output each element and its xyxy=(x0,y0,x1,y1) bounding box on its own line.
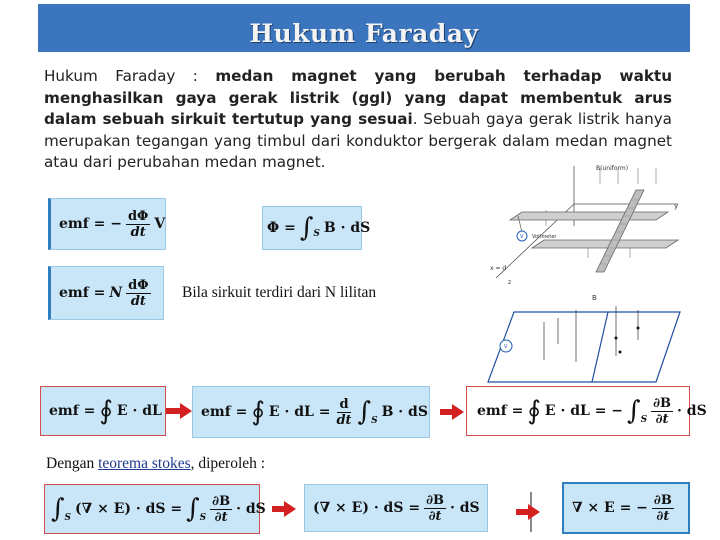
intro-bold: medan magnet yang berubah terhadap waktu menghasilkan gaya gerak listrik (ggl) yang dapat membentuk arus dalam sebuah sirkuit tertutup yang sesuai xyxy=(44,67,673,128)
axis-x-label: x = d xyxy=(490,265,507,272)
emf-n-lhs: emf = xyxy=(59,285,106,301)
flux-rhs: B · dS xyxy=(323,220,371,236)
integral-icon: ∫ xyxy=(627,396,641,426)
integral-icon: ∫ xyxy=(299,213,314,243)
contour-integral-icon: ∮ xyxy=(99,396,113,426)
line-integral-equation xyxy=(40,386,166,436)
combined-num: d xyxy=(339,396,349,412)
emf-n-den: dt xyxy=(130,293,146,309)
combined-den: dt xyxy=(336,412,352,428)
final-mid: E · dL = − xyxy=(544,403,624,419)
emf-basic-equation xyxy=(48,198,166,250)
stokes-equation xyxy=(44,484,266,534)
plane-figure xyxy=(484,290,684,386)
stokes-den: ∂t xyxy=(214,509,228,525)
axis-y-label: y xyxy=(674,202,679,210)
emf-basic-den: dt xyxy=(130,224,146,240)
emf-basic-num: dΦ xyxy=(127,208,149,224)
stokes-simplified-equation xyxy=(304,484,488,532)
stokes2-den: ∂t xyxy=(428,508,442,524)
curl-den: ∂t xyxy=(656,508,670,524)
arrow-right-icon xyxy=(166,403,192,419)
emf-n-coef: N xyxy=(109,285,123,301)
final-den: ∂t xyxy=(655,411,669,427)
final-lhs: emf = xyxy=(477,403,524,419)
stokes-fraction xyxy=(210,494,232,525)
stokes2-lhs: (∇ × E) · dS = xyxy=(313,500,421,516)
curl-fraction xyxy=(652,493,674,524)
svg-text:V: V xyxy=(520,234,524,240)
emf-n-fraction xyxy=(126,278,150,309)
intro-rest: . Sebuah gaya gerak listrik hanya merupakan tegangan yang timbul dari konduktor bergerak dalam medan magnet atau dari perubahan medan magnet. xyxy=(44,110,672,171)
curl-num: ∂B xyxy=(653,492,672,508)
svg-text:V: V xyxy=(504,344,508,350)
page-title: Hukum Faraday xyxy=(249,19,479,48)
combined-sub: S xyxy=(371,415,378,426)
arrow-right-icon xyxy=(272,501,296,517)
contour-integral-icon: ∮ xyxy=(527,396,541,426)
plane-outline xyxy=(488,312,680,382)
combined-mid: E · dL = xyxy=(268,404,331,420)
emf-n-num: dΦ xyxy=(128,277,149,293)
flux-equation xyxy=(262,206,371,250)
stokes-suffix: , diperoleh : xyxy=(190,455,266,472)
final-num: ∂B xyxy=(653,395,672,411)
stokes2-num: ∂B xyxy=(426,492,445,508)
combined-lhs: emf = xyxy=(201,404,248,420)
combined-rhs: B · dS xyxy=(381,404,428,420)
stokes2-rhs: · dS xyxy=(450,500,480,516)
stokes-prefix: Dengan xyxy=(46,455,99,472)
integral-icon: ∫ xyxy=(357,397,372,427)
integral-icon: ∫ xyxy=(186,494,200,524)
arrow-right-icon xyxy=(440,404,464,420)
combined-equation xyxy=(192,386,430,438)
final-emf-equation xyxy=(466,386,707,436)
emf-basic-lhs: emf = − xyxy=(59,216,122,232)
emf-n-equation xyxy=(48,266,164,320)
stokes-sub-2: S xyxy=(199,512,207,523)
combined-fraction xyxy=(334,397,353,428)
n-turns-caption: Bila sirkuit terdiri dari N lilitan xyxy=(182,284,377,301)
emf-basic-fraction xyxy=(126,209,150,240)
final-fraction xyxy=(651,396,673,427)
curl-equation xyxy=(562,482,690,534)
b-uniform-label: B(uniform) xyxy=(596,165,629,172)
rails-figure xyxy=(488,160,682,294)
line-integral-rhs: E · dL xyxy=(116,403,162,419)
integral-icon: ∫ xyxy=(51,494,65,524)
intro-paragraph xyxy=(44,66,672,174)
line-integral-lhs: emf = xyxy=(49,403,96,419)
flux-sub: S xyxy=(313,229,320,239)
final-sub: S xyxy=(640,414,648,425)
b-label: B xyxy=(592,294,597,302)
intro-lead: Hukum Faraday : xyxy=(44,67,216,85)
title-bar xyxy=(38,4,690,52)
flux-lhs: Φ = xyxy=(267,220,296,236)
stokes2-fraction xyxy=(424,493,446,524)
voltmeter-label: Voltmeter xyxy=(532,234,557,240)
final-rhs: · dS xyxy=(677,403,707,419)
arrow-right-icon xyxy=(516,504,540,520)
stokes-sub: S xyxy=(64,512,72,523)
stokes-link[interactable]: teorema stokes xyxy=(98,455,191,472)
stokes-caption xyxy=(46,455,265,473)
stokes-lhs: (∇ × E) · dS = xyxy=(75,501,183,517)
stokes-rhs: · dS xyxy=(236,501,266,517)
stokes-num: ∂B xyxy=(212,493,231,509)
emf-basic-unit: V xyxy=(154,216,166,232)
curl-lhs: ∇ × E = − xyxy=(572,500,648,516)
axis-z-label: z xyxy=(508,279,512,286)
contour-integral-icon: ∮ xyxy=(251,397,265,427)
